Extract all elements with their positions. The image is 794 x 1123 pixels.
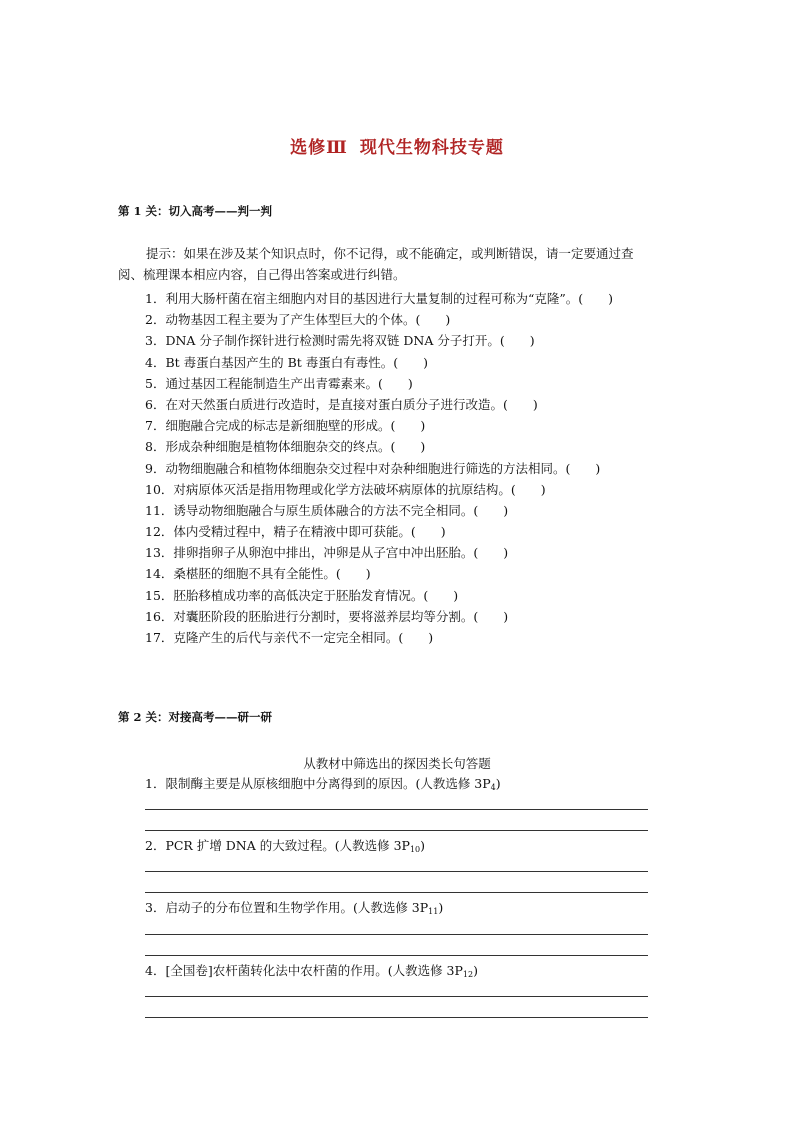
answer-line[interactable] — [145, 1017, 648, 1018]
page-subscript: 12 — [462, 970, 474, 979]
section2-heading: 第 2 关：对接高考——研一研 — [118, 710, 273, 724]
judgement-question: 7．细胞融合完成的标志是新细胞壁的形成。( ) — [145, 418, 426, 434]
section1-heading: 第 1 关：切入高考——判一判 — [118, 204, 273, 218]
section2-subtitle: 从教材中筛选出的探因类长句答题 — [303, 756, 491, 771]
open-question — [145, 836, 665, 856]
answer-line[interactable] — [145, 934, 648, 935]
judgement-question: 9．动物细胞融合和植物体细胞杂交过程中对杂种细胞进行筛选的方法相同。( ) — [145, 460, 601, 476]
question-text: 1．限制酶主要是从原核细胞中分离得到的原因。(人教选修 3P — [145, 776, 491, 791]
open-question — [145, 898, 665, 918]
judgement-question: 4．Bt 毒蛋白基因产生的 Bt 毒蛋白有毒性。( ) — [145, 354, 429, 370]
judgement-question: 17．克隆产生的后代与亲代不一定完全相同。( ) — [145, 630, 434, 645]
answer-line[interactable] — [145, 830, 648, 831]
question-end: ) — [438, 900, 444, 915]
section1-hint: 提示：如果在涉及某个知识点时，你不记得，或不能确定，或判断错误，请一定要通过查阅、梳理课本相应内容，自己得出答案或进行纠错。 — [118, 246, 634, 282]
answer-line[interactable] — [145, 871, 648, 872]
judgement-question: 16．对囊胚阶段的胚胎进行分割时，要将滋养层均等分割。( ) — [145, 608, 509, 624]
page-subscript: 4 — [490, 783, 496, 792]
judgement-question-list — [145, 288, 705, 648]
judgement-question: 13．排卵指卵子从卵泡中排出，冲卵是从子宫中冲出胚胎。( ) — [145, 545, 509, 561]
judgement-question: 1．利用大肠杆菌在宿主细胞内对目的基因进行大量复制的过程可称为“克隆”。( ) — [145, 291, 613, 306]
judgement-question: 12．体内受精过程中，精子在精液中即可获能。( ) — [145, 524, 446, 540]
page-subscript: 10 — [409, 845, 421, 854]
judgement-question: 11．诱导动物细胞融合与原生质体融合的方法不完全相同。( ) — [145, 502, 509, 518]
question-end: ) — [473, 963, 478, 978]
answer-line[interactable] — [145, 955, 648, 956]
question-end: ) — [420, 838, 426, 853]
judgement-question: 6．在对天然蛋白质进行改造时，是直接对蛋白质分子进行改造。( ) — [145, 396, 538, 412]
title-part2: 现代生物科技专题 — [359, 138, 504, 158]
judgement-question: 15．胚胎移植成功率的高低决定于胚胎发育情况。( ) — [145, 587, 459, 603]
page-subscript: 11 — [428, 907, 439, 916]
open-question — [145, 961, 665, 981]
title-part1: 选修Ⅲ — [290, 138, 348, 158]
open-question — [145, 774, 665, 794]
page-title — [0, 133, 794, 158]
question-text: 4．[全国卷]农杆菌转化法中农杆菌的作用。(人教选修 3P — [145, 963, 463, 978]
judgement-question: 2．动物基因工程主要为了产生体型巨大的个体。( ) — [145, 312, 451, 328]
answer-line[interactable] — [145, 892, 648, 893]
question-text: 2．PCR 扩增 DNA 的大致过程。(人教选修 3P — [145, 838, 410, 853]
answer-line[interactable] — [145, 996, 648, 997]
question-end: ) — [495, 776, 501, 791]
question-text: 3．启动子的分布位置和生物学作用。(人教选修 3P — [145, 900, 429, 915]
judgement-question: 14．桑椹胚的细胞不具有全能性。( ) — [145, 566, 371, 582]
judgement-question: 5．通过基因工程能制造生产出青霉素来。( ) — [145, 375, 413, 391]
answer-line[interactable] — [145, 809, 648, 810]
judgement-question: 3．DNA 分子制作探针进行检测时需先将双链 DNA 分子打开。( ) — [145, 333, 535, 349]
judgement-question: 8．形成杂种细胞是植物体细胞杂交的终点。( ) — [145, 439, 426, 455]
judgement-question: 10．对病原体灭活是指用物理或化学方法破坏病原体的抗原结构。( ) — [145, 481, 546, 497]
